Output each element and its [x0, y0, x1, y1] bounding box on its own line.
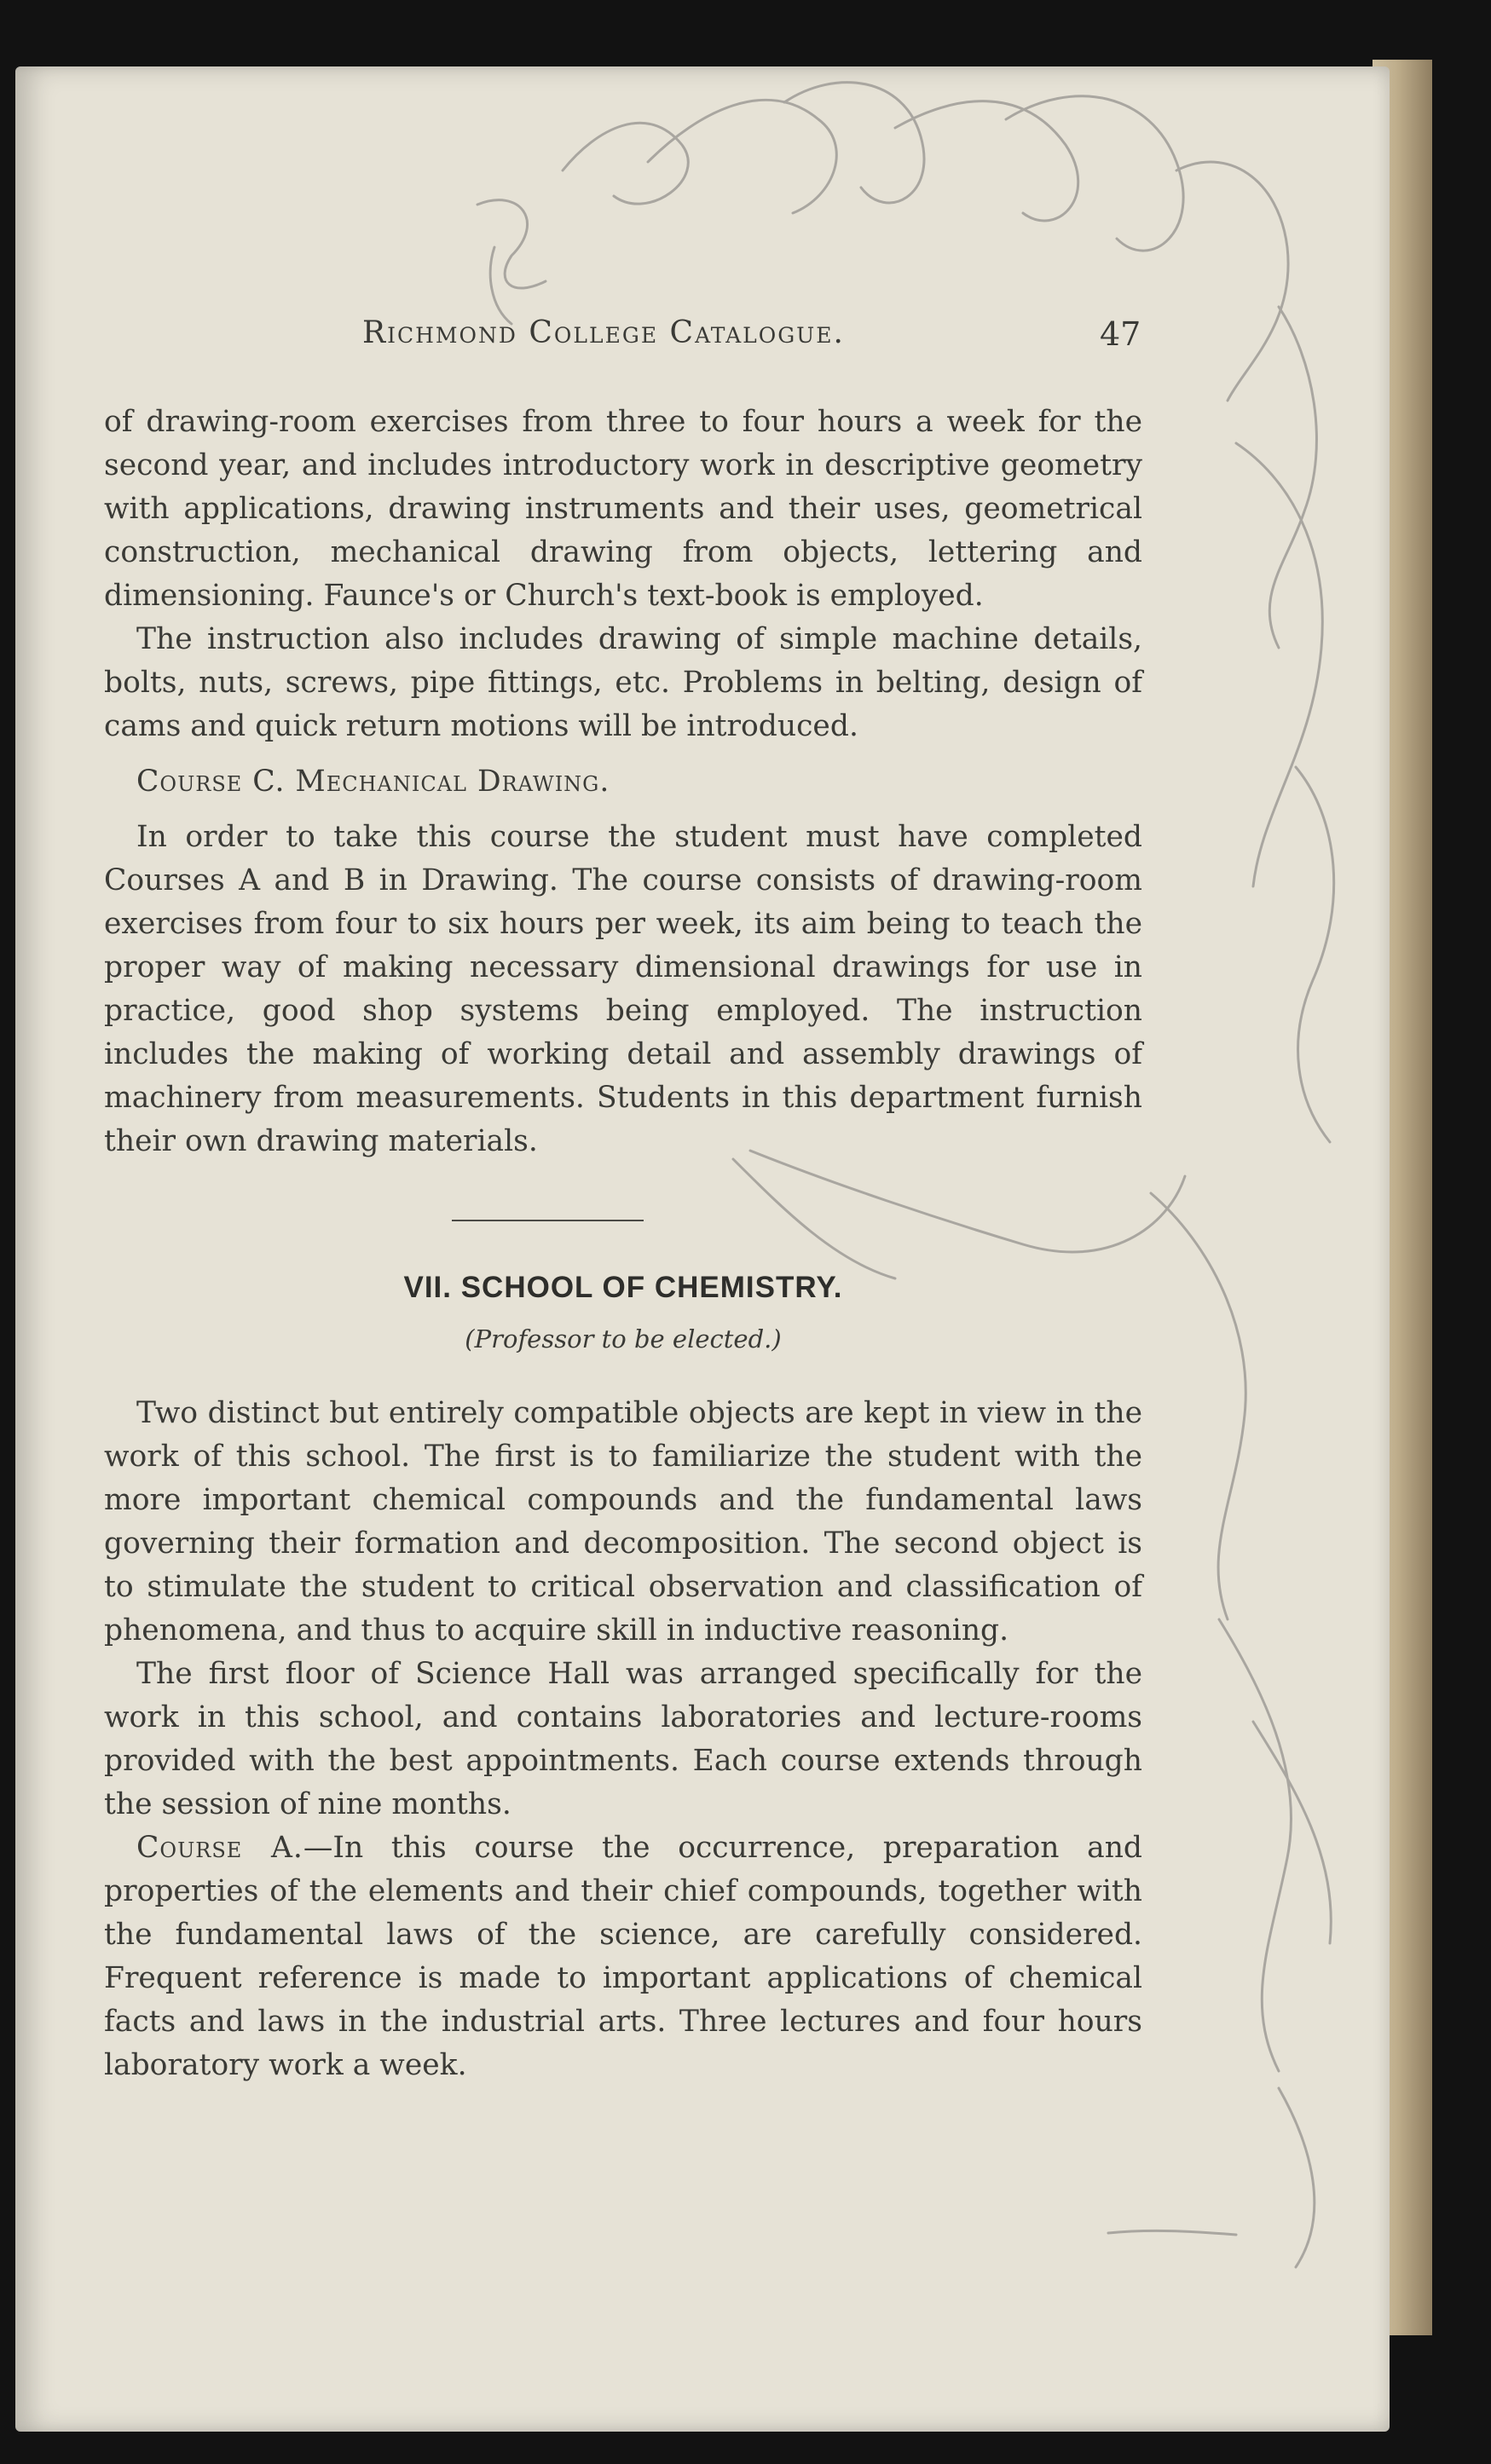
section-divider — [452, 1220, 644, 1221]
paragraph: of drawing-room exercises from three to four hours a week for the second year, and includes introductory work in descriptive geometry with applications, drawing instruments and their uses, geometrical construction, mechanical drawing from objects, lettering and dimensioning. Faunce's or Church's text-book is employed. — [104, 405, 1142, 613]
scribble-stroke — [1269, 307, 1316, 648]
professor-note: (Professor to be elected.) — [465, 1324, 782, 1353]
scribble-stroke — [1236, 443, 1322, 886]
school-of-chemistry-heading: VII. SCHOOL OF CHEMISTRY. — [403, 1271, 843, 1304]
course-a-text: —In this course the occurrence, preparation and properties of the elements and their chief compounds, together with the fundamental laws of the science, are carefully considered. Frequent reference is made to important applications of chemical facts and laws in the industrial arts. Three lectures and four hours laboratory work a week. — [104, 1831, 1143, 2082]
page-body — [104, 401, 1142, 2087]
course-a-label: Course A. — [136, 1831, 303, 1865]
scribble-stroke — [1108, 2230, 1236, 2235]
scribble-stroke — [477, 200, 546, 288]
course-c-heading: Course C. Mechanical Drawing. — [136, 765, 610, 799]
scribble-stroke — [784, 83, 924, 203]
scribble-stroke — [1296, 767, 1334, 1142]
running-head — [0, 315, 1491, 358]
scribble-stroke — [1151, 1193, 1245, 1619]
paragraph: In order to take this course the student must have completed Courses A and B in Drawing. The course consists of drawing-room exercises from four to six hours per week, its aim being to teach the proper way of making necessary dimensional drawings for use in practice, good shop systems being employed. The instruction includes the making of working detail and assembly drawings of machinery from measurements. Students in this department furnish their own drawing materials. — [104, 820, 1142, 1158]
scribble-stroke — [648, 100, 836, 213]
scribble-stroke — [1006, 96, 1183, 251]
course-a-paragraph — [104, 1826, 1142, 2087]
paragraph: The instruction also includes drawing of simple machine details, bolts, nuts, screws, pipe fittings, etc. Problems in belting, design of cams and quick return motions will be introduced. — [104, 622, 1142, 743]
scribble-stroke — [1219, 1619, 1292, 2071]
paragraph: The first floor of Science Hall was arranged specifically for the work in this school, and contains laboratories and lecture-rooms provided with the best appointments. Each course extends through the session of nine months. — [104, 1657, 1142, 1821]
scribble-stroke — [1253, 1722, 1331, 1943]
scribble-stroke — [1279, 2088, 1315, 2267]
running-head-title: Richmond College Catalogue. — [362, 315, 845, 350]
paragraph: Two distinct but entirely compatible objects are kept in view in the work of this school. The first is to familiarize the student with the more important chemical compounds and the fundamental laws governing their formation and decomposition. The second object is to stimulate the student to critical observation and classification of phenomena, and thus to acquire skill in inductive reasoning. — [104, 1396, 1142, 1647]
scribble-stroke — [1176, 162, 1288, 401]
scribble-stroke — [895, 101, 1078, 221]
page-number: 47 — [1100, 315, 1141, 353]
scribble-stroke — [563, 123, 688, 204]
